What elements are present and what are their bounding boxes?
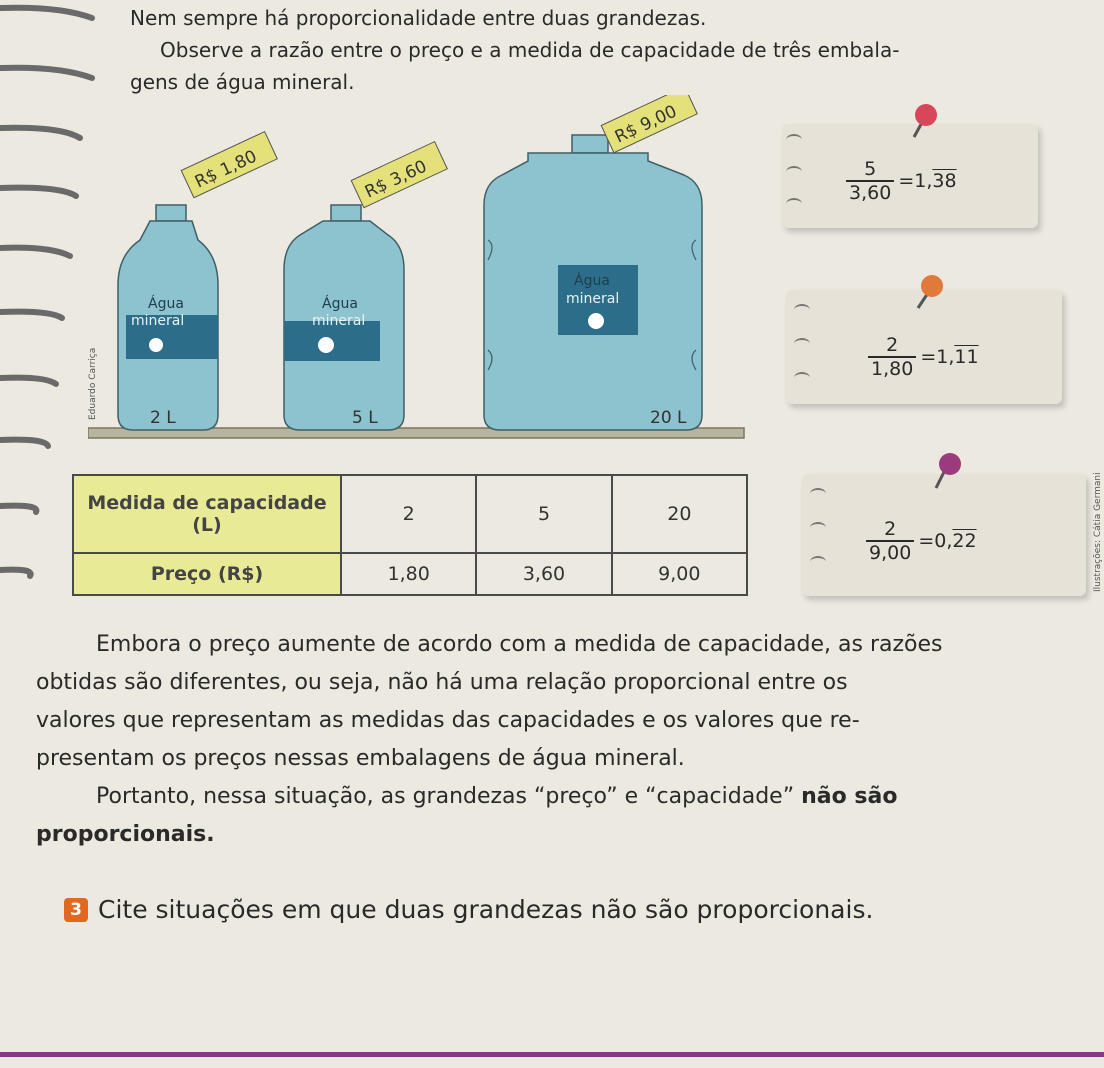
intro-text bbox=[130, 2, 1070, 98]
ratio-3-denominator: 9,00 bbox=[866, 540, 914, 564]
bottle-2-label-1: Água bbox=[322, 296, 358, 312]
ring-hole-icon bbox=[810, 522, 826, 534]
ratio-3-equals: = bbox=[918, 530, 935, 552]
bottle-2-size: 5 L bbox=[352, 408, 378, 428]
bottle-3-label-1: Água bbox=[574, 273, 610, 289]
ring-hole-icon bbox=[794, 338, 810, 350]
pushpin-icon bbox=[900, 103, 946, 143]
ring-hole-icon bbox=[786, 134, 802, 146]
table-row bbox=[73, 475, 747, 553]
ring-hole-icon bbox=[786, 166, 802, 178]
intro-line-2: Observe a razão entre o preço e a medida de capacidade de três embala- bbox=[160, 38, 900, 62]
bottle-1-size: 2 L bbox=[150, 408, 176, 428]
bottle-3-label-2: mineral bbox=[566, 291, 620, 307]
question-number-badge: 3 bbox=[64, 898, 88, 922]
table-header-capacity: Medida de capacidade (L) bbox=[73, 475, 341, 553]
ratio-3-numerator: 2 bbox=[884, 518, 897, 540]
table-cell: 5 bbox=[476, 475, 611, 553]
table-cell: 1,80 bbox=[341, 553, 476, 595]
ratio-1-equals: = bbox=[898, 170, 915, 192]
para1-line4: presentam os preços nessas embalagens de água mineral. bbox=[36, 746, 685, 771]
capacity-price-table bbox=[72, 474, 748, 596]
bottle-2-label-2: mineral bbox=[312, 313, 366, 329]
ratio-1 bbox=[846, 158, 957, 204]
table-cell: 2 bbox=[341, 475, 476, 553]
ratio-2-numerator: 2 bbox=[886, 334, 899, 356]
price-tag-2-text: R$ 3,60 bbox=[361, 156, 431, 203]
illustrator-credit: Eduardo Carriça bbox=[88, 347, 98, 420]
pushpin-icon bbox=[926, 452, 972, 492]
table-cell: 3,60 bbox=[476, 553, 611, 595]
ring-hole-icon bbox=[794, 372, 810, 384]
ratio-2-denominator: 1,80 bbox=[868, 356, 916, 380]
ring-hole-icon bbox=[810, 556, 826, 568]
table-header-price: Preço (R$) bbox=[73, 553, 341, 595]
ratio-1-numerator: 5 bbox=[864, 158, 877, 180]
ratio-2-period: 11 bbox=[954, 346, 979, 368]
para2-line1 bbox=[36, 778, 1086, 816]
price-tag-1-text: R$ 1,80 bbox=[191, 146, 261, 193]
ring-hole-icon bbox=[794, 304, 810, 316]
table-cell: 9,00 bbox=[612, 553, 747, 595]
ratio-2 bbox=[868, 334, 979, 380]
ring-hole-icon bbox=[810, 488, 826, 500]
ratio-2-result: 1, bbox=[936, 346, 955, 368]
bottles-illustration bbox=[88, 95, 748, 445]
ratio-1-period: 38 bbox=[932, 170, 957, 192]
table-row bbox=[73, 553, 747, 595]
bottle-1-label-1: Água bbox=[148, 296, 184, 312]
para1-line2: obtidas são diferentes, ou seja, não há uma relação proporcional entre os bbox=[36, 670, 848, 695]
ring-hole-icon bbox=[786, 198, 802, 210]
para1-line1: Embora o preço aumente de acordo com a medida de capacidade, as razões bbox=[96, 632, 943, 657]
para1-line3: valores que representam as medidas das capacidades e os valores que re- bbox=[36, 708, 860, 733]
ratio-3-period: 22 bbox=[952, 530, 977, 552]
exercise-question bbox=[64, 895, 873, 924]
para2-bold-2: proporcionais. bbox=[36, 822, 215, 847]
ratio-2-equals: = bbox=[920, 346, 937, 368]
bottle-3-size: 20 L bbox=[650, 408, 687, 428]
explanation-text bbox=[36, 626, 1086, 854]
illustrator-credit-2: Ilustrações: Cátia Germani bbox=[1093, 472, 1103, 592]
para2-text: Portanto, nessa situação, as grandezas “preço” e “capacidade” bbox=[96, 784, 802, 809]
question-text: Cite situações em que duas grandezas não são proporcionais. bbox=[98, 895, 874, 924]
price-tag-3-text: R$ 9,00 bbox=[611, 101, 681, 148]
ratio-3-result: 0, bbox=[934, 530, 953, 552]
para2-bold: não são bbox=[801, 784, 898, 809]
intro-line-1: Nem sempre há proporcionalidade entre duas grandezas. bbox=[130, 6, 707, 30]
para2-line2 bbox=[36, 816, 1086, 854]
ratio-1-result: 1, bbox=[914, 170, 933, 192]
pushpin-icon bbox=[908, 274, 954, 314]
page-bottom-stripe bbox=[0, 1052, 1104, 1057]
table-cell: 20 bbox=[612, 475, 747, 553]
intro-line-3: gens de água mineral. bbox=[130, 70, 355, 94]
bottle-1-label-2: mineral bbox=[131, 313, 185, 329]
ratio-1-denominator: 3,60 bbox=[846, 180, 894, 204]
ratio-3 bbox=[866, 518, 977, 564]
